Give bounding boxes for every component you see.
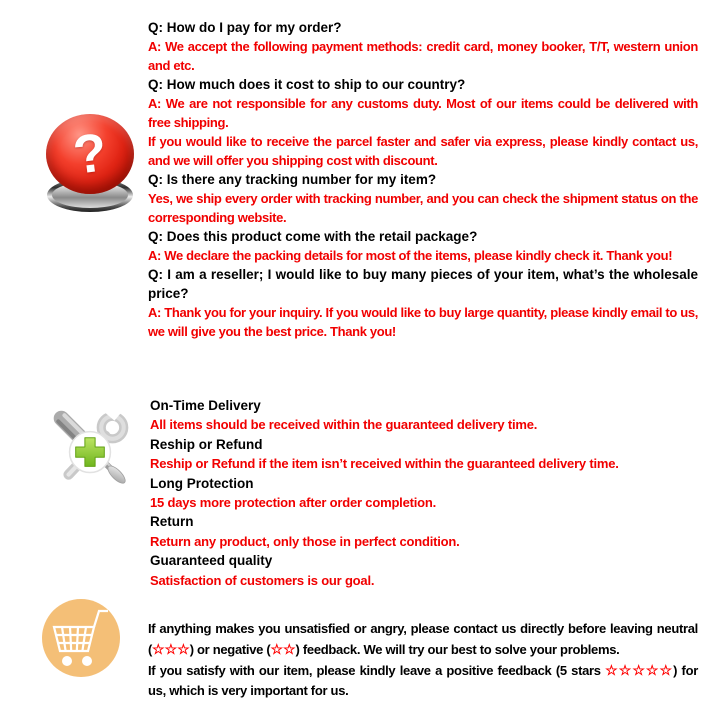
tools-icon — [44, 402, 136, 494]
faq-answer: A: We declare the packing details for most of the items, please kindly check it. Thank you! — [148, 248, 673, 263]
cart-circle-background — [42, 599, 120, 677]
faq-answer: A: Thank you for your inquiry. If you would like to buy large quantity, please kindly email to us, we will give you the best price. Thank you! — [148, 305, 698, 339]
faq-answer: If you would like to receive the parcel faster and safer via express, please kindly contact us, and we will offer you shipping cost with discount. — [148, 134, 698, 168]
service-description: Reship or Refund if the item isn’t received within the guaranteed delivery time. — [150, 456, 619, 472]
service-description: 15 days more protection after order completion. — [150, 495, 437, 511]
service-title: Long Protection — [150, 475, 254, 491]
service-description: Return any product, only those in perfect condition. — [150, 533, 460, 549]
faq-question: Q: How do I pay for my order? — [148, 20, 342, 35]
feedback-text-segment: If anything makes you unsatisfied or angry, please contact us directly before leaving neutral ( — [148, 621, 698, 657]
feedback-text-segment: If you satisfy with our item, please kindly leave a positive feedback (5 stars — [148, 663, 606, 678]
service-description: All items should be received within the guaranteed delivery time. — [150, 417, 538, 433]
service-title: Guaranteed quality — [150, 553, 273, 569]
faq-answer: A: We accept the following payment methods: credit card, money booker, T/T, western union and etc. — [148, 39, 698, 73]
shopping-cart-icon — [42, 599, 120, 677]
faq-answer: A: We are not responsible for any customs duty. Most of our items could be delivered with free shipping. — [148, 96, 698, 130]
feedback-text-segment: ) for us, which is very important for us. — [148, 663, 698, 698]
star-icons: ☆☆☆ — [152, 641, 190, 657]
faq-question: Q: How much does it cost to ship to our country? — [148, 77, 466, 92]
service-description: Satisfaction of customers is our goal. — [150, 572, 375, 588]
faq-text-block — [148, 18, 698, 341]
feedback-paragraph — [148, 619, 698, 660]
faq-question: Q: I am a reseller; I would like to buy many pieces of your item, what’s the wholesale price? — [148, 267, 698, 301]
faq-answer: Yes, we ship every order with tracking number, and you can check the shipment status on the corresponding website. — [148, 191, 698, 225]
faq-question: Q: Is there any tracking number for my item? — [148, 172, 437, 187]
feedback-text-segment: ) feedback. We will try our best to solve your problems. — [295, 642, 620, 657]
feedback-text-block — [148, 619, 698, 701]
feedback-paragraph — [148, 660, 698, 701]
feedback-text-segment: ) or negative ( — [189, 642, 271, 657]
service-title: Reship or Refund — [150, 436, 263, 452]
question-mark-glyph: ? — [69, 122, 111, 186]
service-title: Return — [150, 514, 194, 530]
green-cross-badge-icon — [70, 432, 111, 473]
faq-question: Q: Does this product come with the retail package? — [148, 229, 478, 244]
star-icons: ☆☆ — [270, 641, 296, 657]
service-text-block — [150, 396, 702, 590]
star-icons: ☆☆☆☆☆ — [605, 662, 674, 678]
service-title: On-Time Delivery — [150, 398, 261, 413]
question-button-icon — [44, 114, 136, 212]
